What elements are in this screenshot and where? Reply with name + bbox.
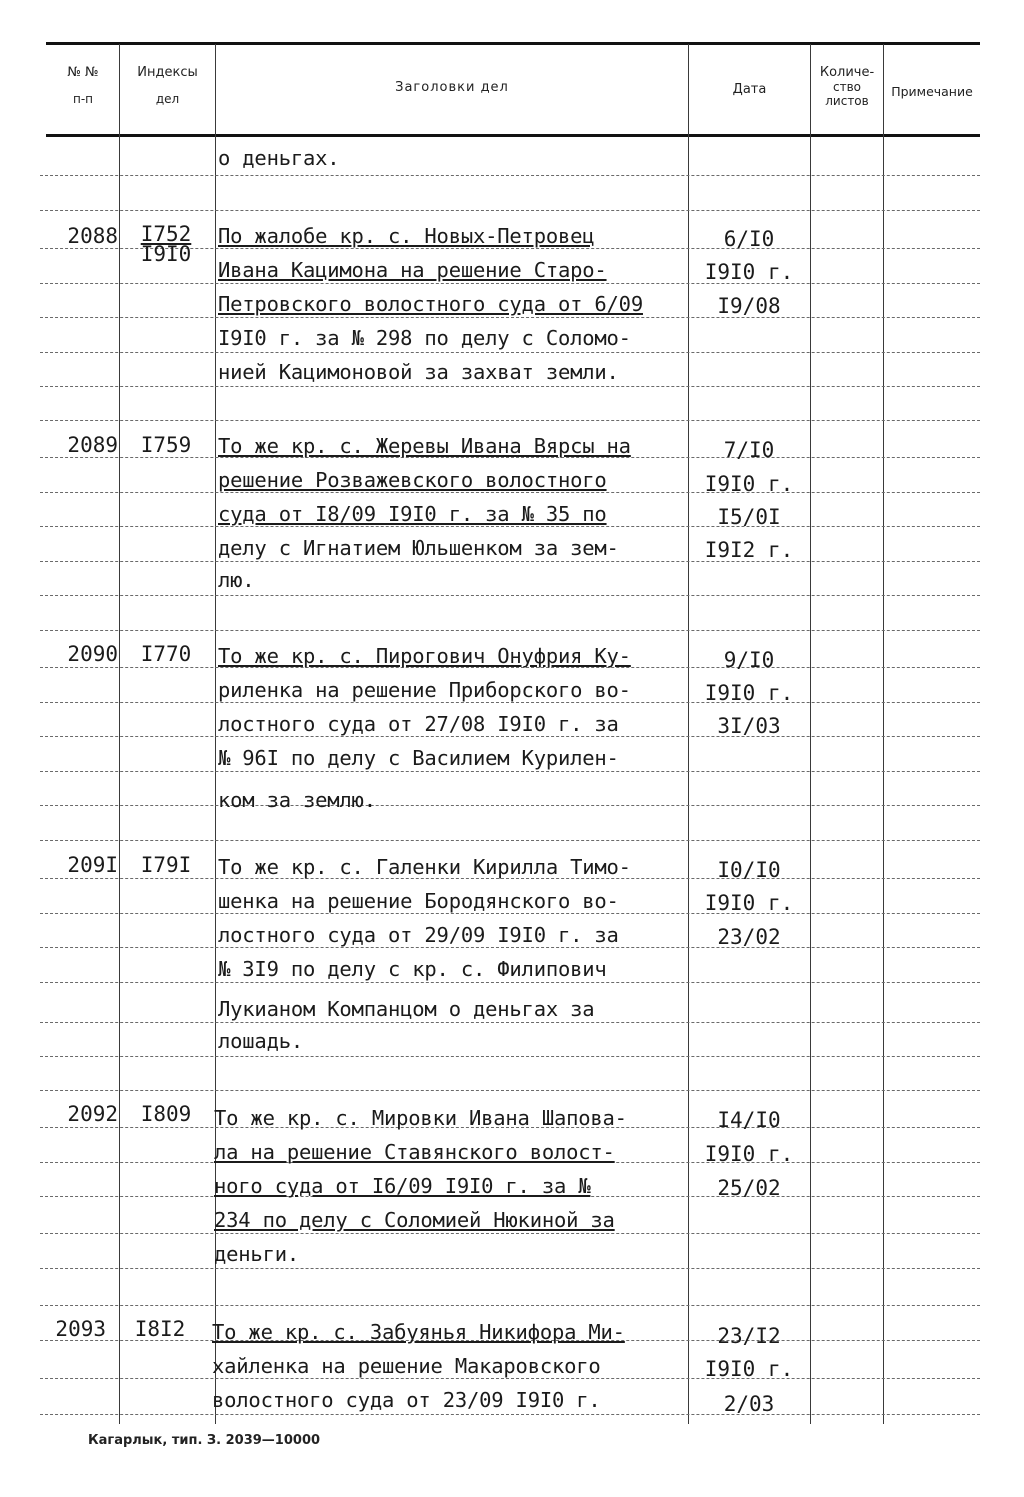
header-sheets-line: Количе- (819, 65, 875, 80)
entry-number: 209I (67, 853, 118, 877)
header-index (120, 66, 215, 106)
entry-title-line: ла на решение Ставянского волост- (214, 1140, 615, 1164)
entry-date-line: I9I0 г. (704, 681, 794, 705)
entry-title-line: лостного суда от 27/08 I9I0 г. за (218, 712, 619, 736)
entry-date-line: 25/02 (717, 1176, 781, 1200)
continuation-text: о деньгах. (218, 146, 340, 170)
entry-number: 2093 (55, 1317, 106, 1341)
ruled-line (40, 805, 980, 806)
entry-title-line: суда от I8/09 I9I0 г. за № 35 по (218, 502, 607, 526)
ruled-line (40, 526, 980, 527)
ruled-line (40, 1022, 980, 1023)
column-divider (883, 44, 884, 1424)
entry-number: 2088 (67, 224, 118, 248)
entry-index: I759 (140, 433, 192, 457)
ruled-line (40, 317, 980, 318)
ruled-line (40, 1305, 980, 1306)
entry-index: I8I2 (134, 1317, 186, 1341)
entry-index: I809 (140, 1102, 192, 1126)
entry-index-year: I9I0 (140, 242, 192, 266)
entry-title-line: нией Кацимоновой за захват земли. (218, 360, 619, 384)
ruled-line (40, 352, 980, 353)
entry-date-line: 23/I2 (717, 1324, 781, 1348)
entry-title-line: 234 по делу с Соломией Нюкиной за (214, 1208, 615, 1232)
header-sheets-line: ство (832, 80, 861, 94)
entry-date-line: 2/03 (723, 1392, 775, 1416)
entry-number: 2090 (67, 642, 118, 666)
entry-title-line: хайленка на решение Макаровского (212, 1354, 601, 1378)
entry-date-line: 23/02 (717, 925, 781, 949)
entry-date-line: I9I2 г. (704, 538, 794, 562)
entry-date-line: I9I0 г. (704, 891, 794, 915)
ruled-line (40, 386, 980, 387)
ruled-line (40, 283, 980, 284)
header-num (48, 66, 118, 106)
entry-title-line: То же кр. с. Галенки Кирилла Тимо- (218, 855, 631, 879)
ruled-line (40, 1056, 980, 1057)
header-sheets (811, 66, 883, 108)
entry-title-line: волостного суда от 23/09 I9I0 г. (212, 1388, 601, 1412)
entry-title-line: лостного суда от 29/09 I9I0 г. за (218, 923, 619, 947)
entry-date-line: I4/I0 (717, 1108, 781, 1132)
entry-number: 2092 (67, 1102, 118, 1126)
entry-date-line: I5/0I (717, 505, 781, 529)
entry-title-line: Петровского волостного суда от 6/09 (218, 292, 643, 316)
entry-date-line: 9/I0 (723, 648, 775, 672)
column-divider (688, 44, 689, 1424)
ruled-line (40, 1090, 980, 1091)
entry-title-line: ного суда от I6/09 I9I0 г. за № (214, 1174, 591, 1198)
ruled-line (40, 595, 980, 596)
entry-date-line: I0/I0 (717, 858, 781, 882)
header-date: Дата (732, 82, 767, 97)
ruled-line (40, 492, 980, 493)
entry-index-value: I752 (140, 222, 192, 246)
ruled-line (40, 702, 980, 703)
entry-title-line: ком за землю. (218, 788, 376, 812)
entry-title-line: лошадь. (218, 1029, 303, 1053)
entry-date-line: I9I0 г. (704, 472, 794, 496)
entry-title-line: шенка на решение Бородянского во- (218, 889, 619, 913)
entry-index: I770 (140, 642, 192, 666)
entry-title-line: I9I0 г. за № 298 по делу с Соломо- (218, 326, 631, 350)
entry-title-line: То же кр. с. Пирогович Онуфрия Ку- (218, 644, 631, 668)
ruled-line (40, 982, 980, 983)
entry-index (126, 224, 206, 264)
entry-date-line: I9I0 г. (704, 260, 794, 284)
header-title: Заголовки дел (395, 80, 509, 95)
header-index-line: Индексы (137, 65, 198, 80)
header-num-line: № № (67, 65, 99, 80)
ruled-line (40, 630, 980, 631)
header-sheets-line: листов (825, 94, 869, 108)
top-rule (46, 42, 980, 45)
entry-date-line: 6/I0 (723, 227, 775, 251)
header-index-line: дел (155, 92, 180, 106)
entry-title-line: решение Розважевского волостного (218, 468, 607, 492)
entry-date-line: 7/I0 (723, 438, 775, 462)
printer-imprint: Кагарлык, тип. З. 2039—10000 (88, 1433, 321, 1448)
entry-title-line: То же кр. с. Забуянья Никифора Ми- (212, 1320, 625, 1344)
entry-title-line: То же кр. с. Мировки Ивана Шапова- (214, 1106, 627, 1130)
ruled-line (40, 561, 980, 562)
entry-title-line: Ивана Кацимона на решение Старо- (218, 258, 607, 282)
ruled-line (40, 913, 980, 914)
ruled-line (40, 420, 980, 421)
ruled-line (40, 947, 980, 948)
ruled-line (40, 210, 980, 211)
entry-date-line: I9/08 (717, 294, 781, 318)
column-divider (810, 44, 811, 1424)
entry-index: I79I (140, 853, 192, 877)
entry-title-line: По жалобе кр. с. Новых-Петровец (218, 224, 595, 248)
ruled-line (40, 1268, 980, 1269)
entry-title-line: лю. (218, 568, 255, 592)
entry-title-line: деньги. (214, 1242, 299, 1266)
ruled-line (40, 1233, 980, 1234)
entry-date-line: I9I0 г. (704, 1142, 794, 1166)
entry-title-line: № 96I по делу с Василием Курилен- (218, 746, 619, 770)
ruled-line (40, 771, 980, 772)
ruled-line (40, 736, 980, 737)
entry-number: 2089 (67, 433, 118, 457)
ruled-line (40, 175, 980, 176)
entry-date-line: I9I0 г. (704, 1357, 794, 1381)
header-num-line: п-п (72, 92, 94, 106)
entry-title-line: риленка на решение Приборского во- (218, 678, 631, 702)
ruled-line (40, 1378, 980, 1379)
entry-title-line: Лукианом Компанцом о деньгах за (218, 997, 595, 1021)
entry-title-line: То же кр. с. Жеревы Ивана Вярсы на (218, 434, 631, 458)
entry-title-line: делу с Игнатием Юльшенком за зем- (218, 536, 619, 560)
ruled-line (40, 1414, 980, 1415)
header-bottom-rule (46, 134, 980, 137)
entry-date-line: 3I/03 (717, 714, 781, 738)
ruled-line (40, 840, 980, 841)
header-note: Примечание (891, 84, 973, 99)
entry-title-line: № 3I9 по делу с кр. с. Филипович (218, 957, 607, 981)
column-divider (119, 44, 120, 1424)
